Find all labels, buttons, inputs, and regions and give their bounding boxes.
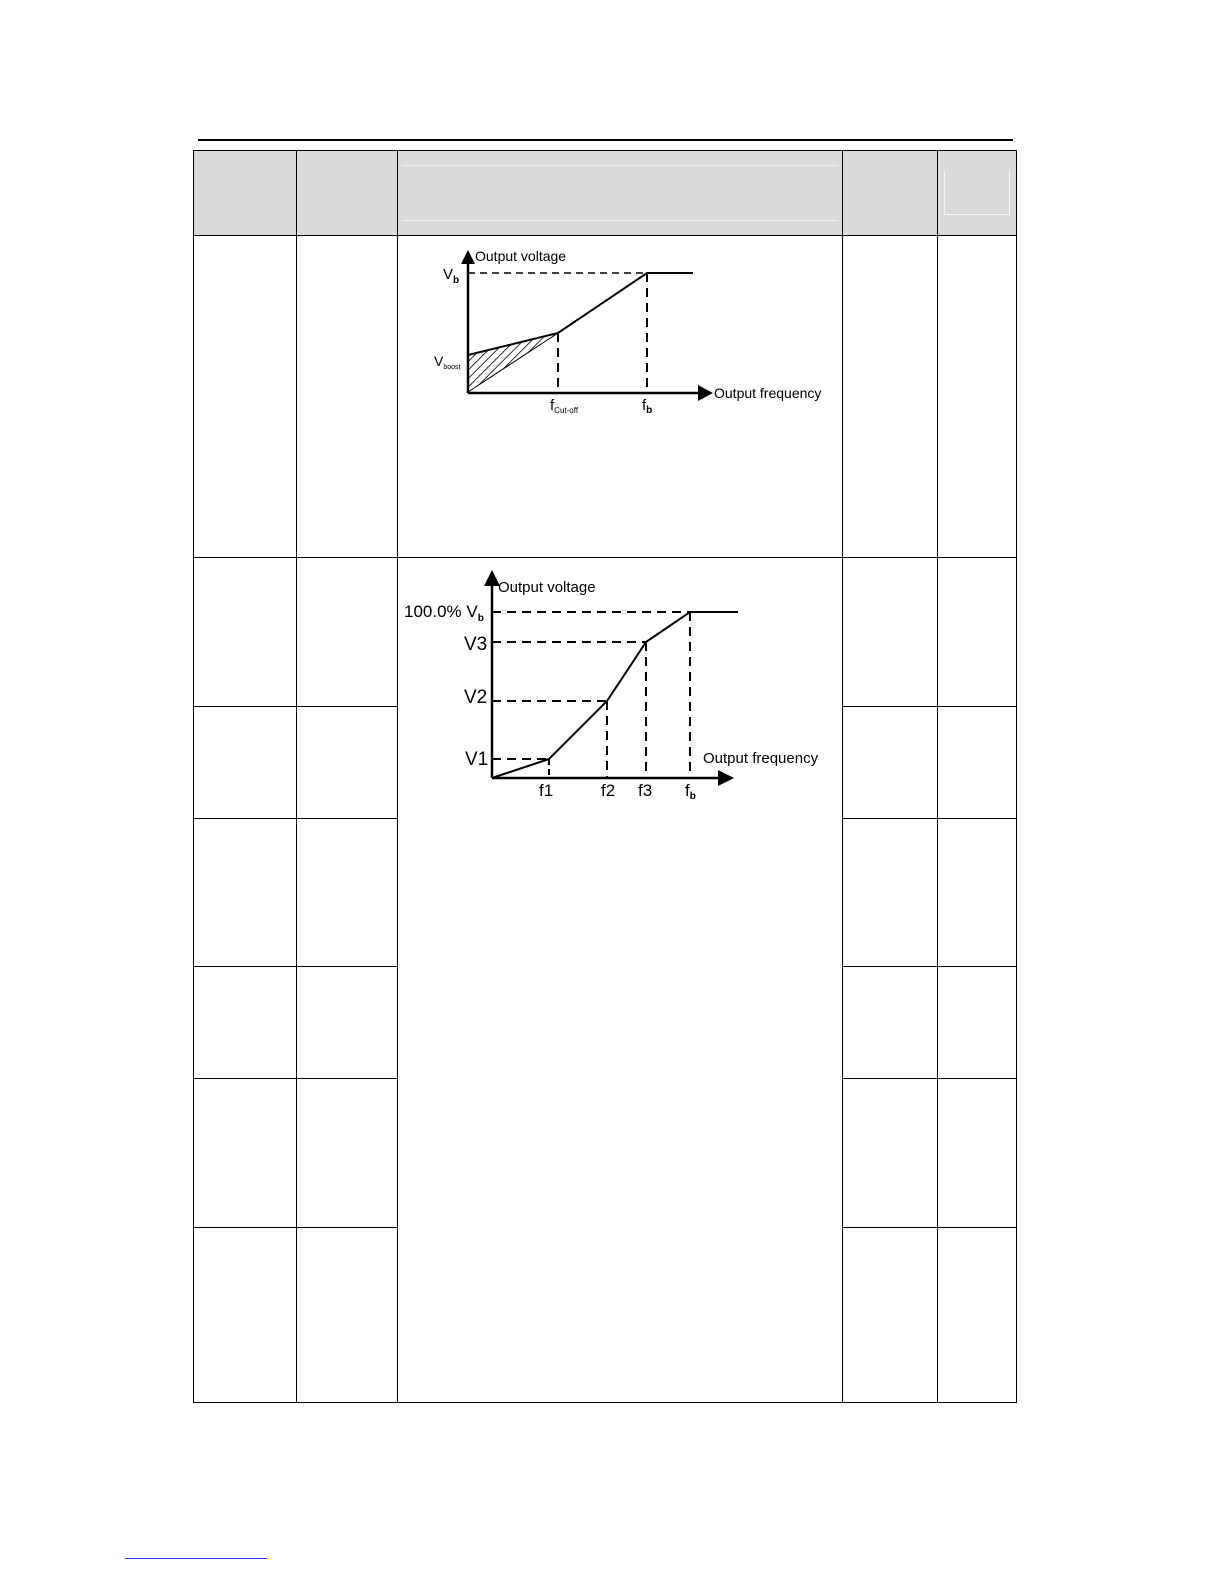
vb-label: $V_b$ bbox=[443, 266, 460, 286]
cell-code bbox=[194, 967, 297, 1079]
x-axis-arrow bbox=[698, 385, 713, 401]
cell-name bbox=[297, 1079, 398, 1228]
v3-label: V3 bbox=[464, 634, 488, 655]
cell-name bbox=[297, 1228, 398, 1403]
f2-label: f2 bbox=[601, 781, 616, 800]
top-rule bbox=[198, 139, 1013, 141]
vf-curve bbox=[492, 612, 738, 778]
f3-label: f3 bbox=[638, 781, 653, 800]
table-header-row bbox=[194, 151, 1017, 236]
table-row bbox=[194, 558, 1017, 707]
cell-default bbox=[843, 1228, 938, 1403]
cell-modify bbox=[938, 558, 1017, 707]
cell-code bbox=[194, 707, 297, 819]
cell-default bbox=[843, 707, 938, 819]
cell-modify bbox=[938, 1079, 1017, 1228]
header-cell-modify bbox=[938, 151, 1017, 236]
cell-name bbox=[297, 967, 398, 1079]
torque-boost-diagram bbox=[398, 236, 843, 552]
cell-code bbox=[194, 1079, 297, 1228]
cell-modify bbox=[938, 236, 1017, 558]
cell-default bbox=[843, 236, 938, 558]
header-cell-code bbox=[194, 151, 297, 236]
header-cell-name bbox=[297, 151, 398, 236]
v1-label: V1 bbox=[465, 749, 489, 770]
vb-label: 100.0% $V_b$ bbox=[404, 602, 484, 624]
cell-code bbox=[194, 819, 297, 967]
v2-label: V2 bbox=[464, 687, 488, 708]
cell-default bbox=[843, 819, 938, 967]
footer-link-underline[interactable] bbox=[125, 1558, 267, 1559]
cell-modify bbox=[938, 707, 1017, 819]
x-axis-label: Output frequency bbox=[714, 385, 822, 401]
cell-modify bbox=[938, 1228, 1017, 1403]
y-axis-arrow bbox=[461, 250, 475, 264]
fb-label: fb bbox=[685, 781, 696, 802]
cell-code bbox=[194, 1228, 297, 1403]
cell-default bbox=[843, 558, 938, 707]
cell-modify bbox=[938, 967, 1017, 1079]
cell-code bbox=[194, 236, 297, 558]
fcut-label: $f_{Cut-off}$ bbox=[550, 397, 579, 415]
cell-name bbox=[297, 236, 398, 558]
vboost-label: $V_{boost}$ bbox=[434, 353, 461, 371]
cell-name bbox=[297, 558, 398, 707]
cell-name bbox=[297, 819, 398, 967]
torque-boost-figure-cell bbox=[398, 236, 843, 558]
cell-name bbox=[297, 707, 398, 819]
header-cell-description bbox=[398, 151, 843, 236]
fb-label: $f_b$ bbox=[642, 397, 653, 416]
cell-default bbox=[843, 967, 938, 1079]
f1-label: f1 bbox=[539, 781, 554, 800]
x-axis-arrow bbox=[718, 770, 734, 786]
header-cell-default bbox=[843, 151, 938, 236]
y-axis-label: Output voltage bbox=[475, 248, 567, 264]
boost-hatch-area bbox=[468, 333, 558, 392]
x-axis-label: Output frequency bbox=[703, 750, 819, 767]
parameter-table bbox=[193, 150, 1017, 1403]
vf-curve-figure-cell bbox=[398, 558, 843, 1403]
table-row bbox=[194, 236, 1017, 558]
y-axis-label: Output voltage bbox=[498, 579, 596, 596]
cell-default bbox=[843, 1079, 938, 1228]
multi-point-vf-diagram bbox=[398, 558, 843, 818]
cell-code bbox=[194, 558, 297, 707]
vf-curve bbox=[468, 273, 693, 355]
cell-modify bbox=[938, 819, 1017, 967]
